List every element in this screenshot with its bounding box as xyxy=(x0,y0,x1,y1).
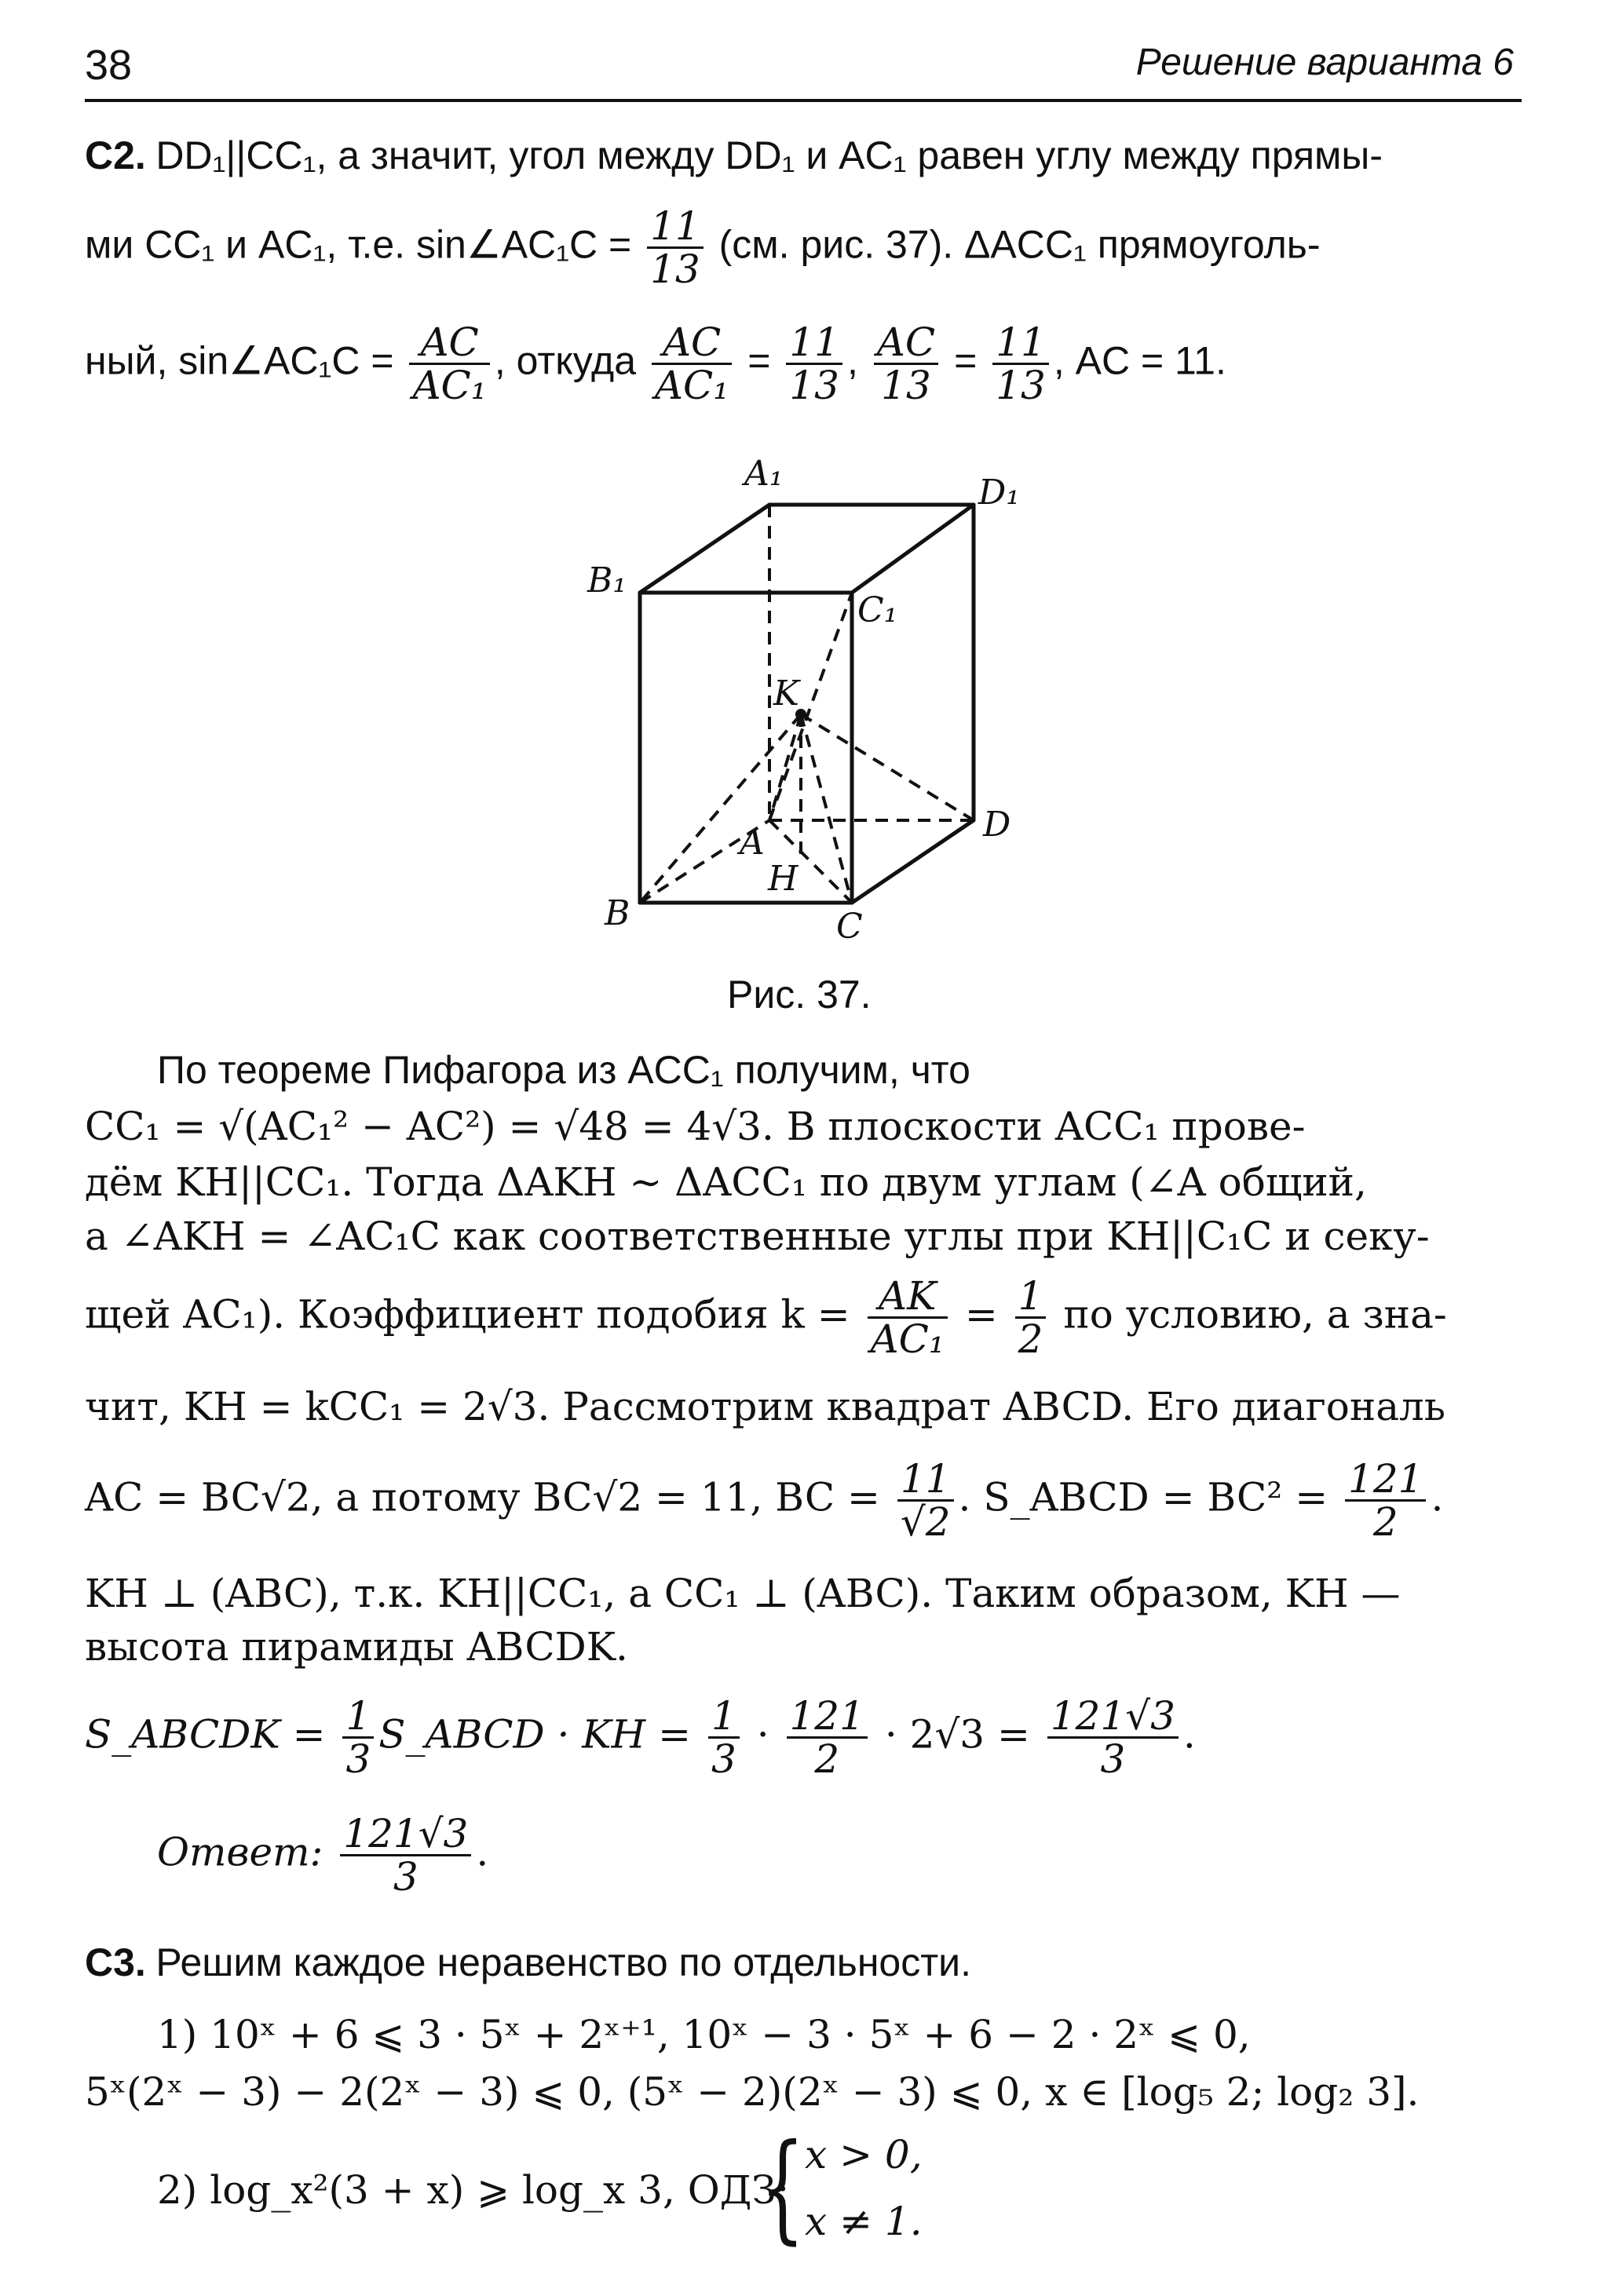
system-case-2: x ≠ 1. xyxy=(805,2199,923,2244)
c2-line-3-b: , откуда xyxy=(494,338,637,383)
fraction-ac-ac1-2 xyxy=(652,319,732,408)
frac-num: 1 xyxy=(708,1696,740,1739)
answer-fraction xyxy=(340,1811,471,1900)
body-line-3: дём KH||CC₁. Тогда ΔAKH ∼ ΔACC₁ по двум углам (∠A общий, xyxy=(85,1159,1367,1205)
c3-label: C3. xyxy=(85,1940,146,1984)
fraction-11-13 xyxy=(647,203,704,292)
label-b: B xyxy=(605,893,630,933)
frac-den: 13 xyxy=(650,246,700,292)
c2-line-2-a: ми CC₁ и AC₁, т.е. sin∠AC₁C = xyxy=(85,222,632,267)
c3-intro: Решим каждое неравенство по отдельности. xyxy=(155,1940,971,1984)
fraction-121-2-b xyxy=(787,1693,868,1782)
body-line-8: KH ⊥ (ABC), т.к. KH||CC₁, а CC₁ ⊥ (ABC). Таким образом, KH — xyxy=(85,1571,1401,1616)
frac-num: 121 xyxy=(787,1696,868,1739)
answer-label: Ответ: xyxy=(157,1829,323,1875)
frac-den: 3 xyxy=(1100,1736,1126,1782)
edge-c-d xyxy=(852,820,974,903)
c2-line-2 xyxy=(85,203,1321,292)
frac-den: 2 xyxy=(1018,1316,1043,1362)
c3-step1-line2: 5ˣ(2ˣ − 3) − 2(2ˣ − 3) ⩽ 0, (5ˣ − 2)(2ˣ − 3) ⩽ 0, x ∈ [log₅ 2; log₂ 3]. xyxy=(85,2069,1420,2115)
fraction-1-3 xyxy=(342,1693,374,1782)
frac-den: AC₁ xyxy=(412,363,487,408)
fraction-1-2 xyxy=(1015,1273,1047,1362)
label-c: C xyxy=(836,907,863,947)
c2-line-1 xyxy=(85,132,1383,179)
fraction-121-2 xyxy=(1345,1456,1426,1545)
body-line-10-b: S_ABCD · KH = xyxy=(378,1711,692,1758)
answer-line xyxy=(157,1811,489,1900)
frac-num: 11 xyxy=(786,322,842,365)
frac-num: 11 xyxy=(992,322,1049,365)
body-line-5-a: щей AC₁). Коэффициент подобия k = xyxy=(85,1291,850,1338)
fraction-1-3-b xyxy=(708,1693,740,1782)
c2-line-2-b: (см. рис. 37). ΔACC₁ прямоуголь- xyxy=(718,222,1321,267)
c3-intro-line xyxy=(85,1939,971,1986)
frac-num: 121 xyxy=(1345,1458,1426,1502)
frac-den: 3 xyxy=(345,1736,371,1782)
answer-end: . xyxy=(476,1829,489,1875)
frac-den: 2 xyxy=(814,1736,840,1782)
fraction-ac-ac1 xyxy=(409,319,489,408)
fraction-ak-ac1 xyxy=(868,1273,948,1362)
c3-step2 xyxy=(157,2166,789,2214)
frac-den: AC₁ xyxy=(870,1316,945,1362)
frac-num: 1 xyxy=(1015,1276,1047,1319)
frac-den: AC₁ xyxy=(654,363,729,408)
frac-den: √2 xyxy=(900,1499,951,1545)
label-a1: A₁ xyxy=(744,454,784,494)
body-line-7-a: AC = BC√2, а потому BC√2 = 11, BC = xyxy=(85,1474,880,1520)
c3-step1-line1: 1) 10ˣ + 6 ⩽ 3 · 5ˣ + 2ˣ⁺¹, 10ˣ − 3 · 5ˣ + 6 − 2 · 2ˣ ⩽ 0, xyxy=(157,2012,1251,2057)
c2-line-3-a: ный, sin∠AC₁C = xyxy=(85,338,394,383)
frac-den: 13 xyxy=(881,363,931,408)
frac-num: 11 xyxy=(897,1458,954,1502)
body-line-10-a: S_ABCDK = xyxy=(85,1711,326,1758)
dot-operator: · xyxy=(756,1711,769,1758)
fraction-11-sqrt2 xyxy=(897,1456,954,1545)
body-line-7-b: . S_ABCD = BC² = xyxy=(958,1474,1328,1520)
label-c1: C₁ xyxy=(857,590,898,630)
system-case-1: x > 0, xyxy=(805,2132,923,2177)
frac-num: AC xyxy=(874,322,938,365)
fraction-11-13-c xyxy=(992,319,1049,408)
frac-num: AC xyxy=(652,322,732,365)
frac-num: 11 xyxy=(647,206,704,249)
equals-sign: = xyxy=(964,1291,998,1338)
frac-den: 3 xyxy=(393,1854,418,1900)
fraction-11-13-b xyxy=(786,319,842,408)
edge-c1-d1 xyxy=(852,505,974,593)
c2-line-3-end: , AC = 11. xyxy=(1053,338,1226,383)
running-title: Решение варианта 6 xyxy=(1135,42,1514,83)
c2-line-3 xyxy=(85,319,1226,408)
segment-k-a xyxy=(769,714,801,820)
header-rule xyxy=(85,99,1522,102)
body-line-4: а ∠AKH = ∠AC₁C как соответственные углы при KH||C₁C и секу- xyxy=(85,1214,1430,1259)
label-a: A xyxy=(740,823,765,863)
fraction-121sqrt3-3 xyxy=(1047,1693,1179,1782)
figure-caption: Рис. 37. xyxy=(727,973,872,1017)
frac-num: AC xyxy=(409,322,489,365)
body-line-7 xyxy=(85,1456,1444,1545)
body-line-9: высота пирамиды ABCDK. xyxy=(85,1624,628,1670)
body-line-10 xyxy=(85,1693,1196,1782)
edge-b1-a1 xyxy=(640,505,769,593)
body-line-10-c: · 2√3 = xyxy=(884,1711,1030,1758)
c2-line-1-text: DD₁||CC₁, а значит, угол между DD₁ и AC₁ равен углу между прямы- xyxy=(155,133,1383,177)
comma: , xyxy=(846,338,858,383)
body-line-10-end: . xyxy=(1182,1711,1196,1758)
prism-figure xyxy=(581,471,1068,950)
label-k: K xyxy=(773,673,799,714)
body-line-6: чит, KH = kCC₁ = 2√3. Рассмотрим квадрат ABCD. Его диагональ xyxy=(85,1384,1446,1429)
c3-step2-a: 2) log_x²(3 + x) ⩾ log_x 3, ОДЗ: xyxy=(157,2167,790,2213)
frac-den: 2 xyxy=(1372,1499,1398,1545)
frac-num: AK xyxy=(868,1276,948,1319)
frac-den: 3 xyxy=(711,1736,736,1782)
page-number: 38 xyxy=(85,42,133,89)
body-line-2: CC₁ = √(AC₁² − AC²) = √48 = 4√3. В плоскости ACC₁ прове- xyxy=(85,1104,1306,1149)
equals-sign: = xyxy=(747,338,771,383)
body-line-5 xyxy=(85,1273,1447,1362)
c2-label: C2. xyxy=(85,133,146,177)
label-d: D xyxy=(983,805,1011,845)
label-h: H xyxy=(768,859,799,899)
label-d1: D₁ xyxy=(978,473,1020,513)
body-line-1: По теореме Пифагора из ACC₁ получим, что xyxy=(157,1048,970,1092)
frac-den: 13 xyxy=(996,363,1046,408)
frac-num: 1 xyxy=(342,1696,374,1739)
label-b1: B₁ xyxy=(587,560,627,600)
equals-sign: = xyxy=(954,338,978,383)
body-line-5-b: по условию, а зна- xyxy=(1063,1291,1447,1338)
frac-num: 121√3 xyxy=(340,1813,471,1856)
system-brace: { xyxy=(760,2119,806,2256)
frac-den: 13 xyxy=(789,363,839,408)
frac-num: 121√3 xyxy=(1047,1696,1179,1739)
body-line-7-end: . xyxy=(1431,1474,1444,1520)
fraction-ac-13 xyxy=(874,319,938,408)
